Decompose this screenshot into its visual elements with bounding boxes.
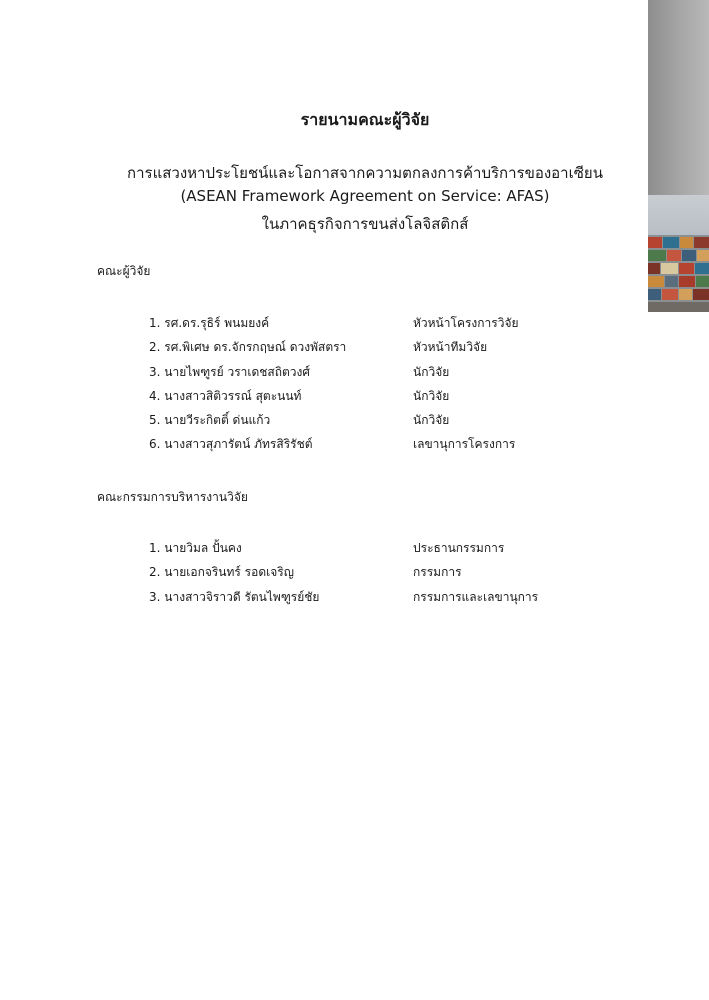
container-block <box>648 276 664 287</box>
list-item <box>149 384 609 408</box>
container-block <box>648 289 661 300</box>
member-name: รศ.พิเศษ ดร.จักรกฤษณ์ ดวงพัสตรา <box>164 340 347 355</box>
list-item <box>149 536 609 560</box>
container-block <box>679 289 692 300</box>
container-block <box>682 250 696 261</box>
container-block <box>661 263 678 274</box>
container-block <box>667 250 681 261</box>
member-role: ประธานกรรมการ <box>413 541 505 555</box>
member-role: กรรมการ <box>413 565 462 580</box>
committee-list <box>149 536 609 609</box>
member-name: นายวีระกิตติ์ ด่นแก้ว <box>164 413 271 428</box>
member-role: หัวหน้าโครงการวิจัย <box>413 316 519 330</box>
member-number: 4. <box>149 388 161 403</box>
project-title-line-3: ในภาคธุรกิจการขนส่งโลจิสติกส์ <box>261 215 469 233</box>
member-role: นักวิจัย <box>413 364 450 379</box>
side-tab-grey-block <box>648 0 709 195</box>
list-item <box>149 335 609 359</box>
member-number: 1. <box>149 541 161 555</box>
side-tab-decoration <box>648 0 709 312</box>
list-item <box>149 360 609 384</box>
research-team-list <box>149 311 609 457</box>
member-role: หัวหน้าทีมวิจัย <box>413 340 488 355</box>
member-role: กรรมการและเลขานุการ <box>413 589 539 604</box>
container-block <box>697 250 709 261</box>
member-name: นายเอกจรินทร์ รอดเจริญ <box>164 565 294 580</box>
container-block <box>693 289 709 300</box>
member-name: นายไพฑูรย์ วราเดชสถิตวงศ์ <box>164 364 311 379</box>
member-role: นักวิจัย <box>413 388 450 403</box>
member-role: เลขานุการโครงการ <box>413 437 516 452</box>
committee-heading: คณะกรรมการบริหารงานวิจัย <box>97 490 248 504</box>
page-title: รายนามคณะผู้วิจัย <box>300 110 430 129</box>
container-block <box>680 237 693 248</box>
research-team-heading: คณะผู้วิจัย <box>97 264 151 278</box>
project-title-line-2: (ASEAN Framework Agreement on Service: AFAS) <box>180 187 550 205</box>
member-number: 2. <box>149 565 161 580</box>
container-block <box>648 250 666 261</box>
member-name: นางสาวจิราวดี รัตนไพฑูรย์ชัย <box>164 589 320 604</box>
list-item <box>149 560 609 584</box>
side-tab-sky-band <box>648 195 709 235</box>
member-number: 3. <box>149 364 161 379</box>
list-item <box>149 311 609 335</box>
member-number: 6. <box>149 437 161 452</box>
member-number: 3. <box>149 589 161 604</box>
container-block <box>679 263 694 274</box>
member-name: นางสาวสิติวรรณ์ สุตะนนท์ <box>164 388 302 403</box>
container-block <box>696 276 709 287</box>
member-number: 5. <box>149 413 161 428</box>
member-role: นักวิจัย <box>413 413 450 428</box>
container-block <box>665 276 678 287</box>
container-block <box>648 302 709 312</box>
container-block <box>648 263 660 274</box>
list-item <box>149 408 609 432</box>
list-item <box>149 585 609 609</box>
container-block <box>679 276 695 287</box>
container-block <box>694 237 709 248</box>
member-number: 1. <box>149 316 161 330</box>
member-name: นางสาวสุภารัตน์ ภัทรสิริรัชต์ <box>164 437 313 452</box>
container-block <box>695 263 709 274</box>
project-title-line-1: การแสวงหาประโยชน์และโอกาสจากความตกลงการค้าบริการของอาเซียน <box>127 164 603 182</box>
member-name: รศ.ดร.รุธิร์ พนมยงค์ <box>164 316 270 330</box>
container-block <box>648 237 662 248</box>
member-number: 2. <box>149 340 161 355</box>
list-item <box>149 432 609 456</box>
member-name: นายวิมล ปั้นคง <box>164 541 242 555</box>
container-block <box>662 289 678 300</box>
container-block <box>663 237 679 248</box>
shipping-containers-photo <box>648 235 709 312</box>
